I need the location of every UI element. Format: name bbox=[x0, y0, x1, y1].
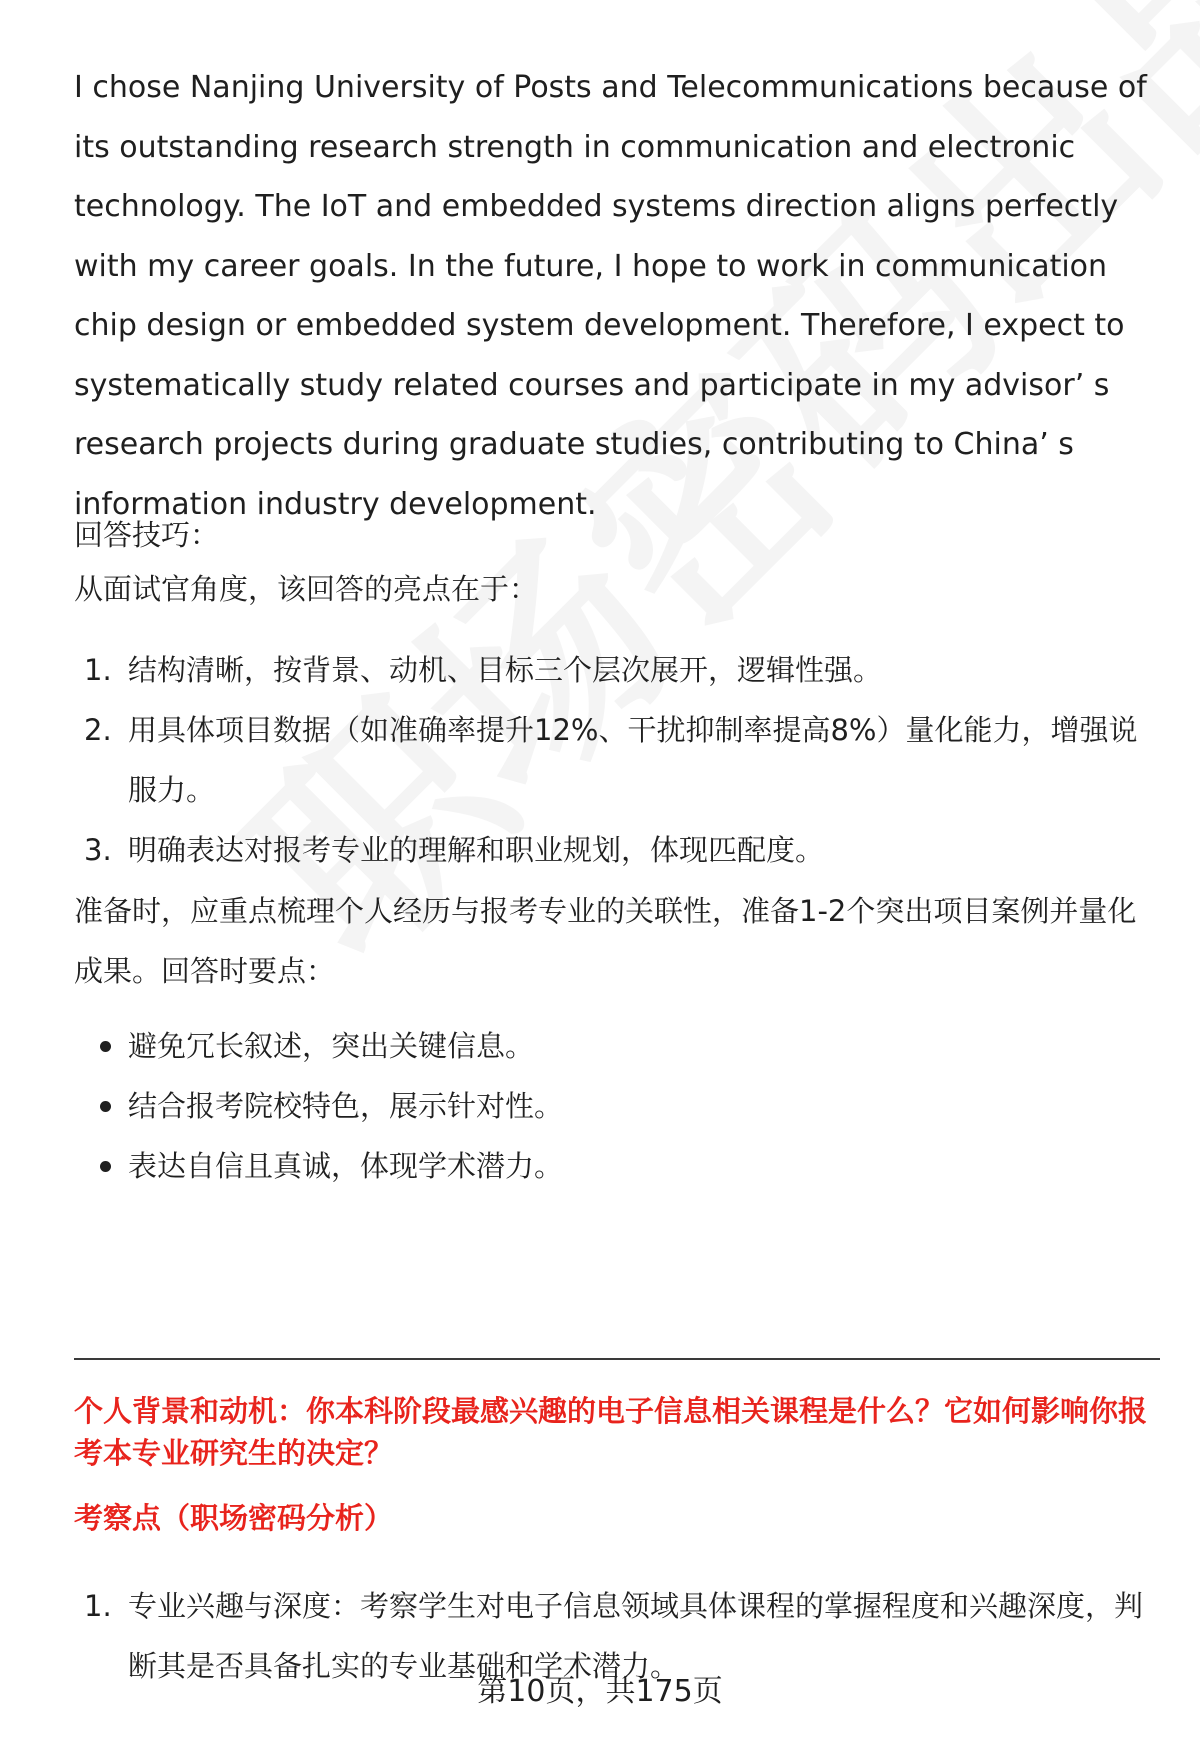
tips-label: 回答技巧： bbox=[74, 518, 220, 552]
list-item-text: 用具体项目数据（如准确率提升12%、干扰抑制率提高8%）量化能力，增强说服力。 bbox=[128, 713, 1138, 807]
prep-paragraph: 准备时，应重点梳理个人经历与报考专业的关联性，准备1-2个突出项目案例并量化成果。回答时要点： bbox=[74, 894, 1137, 988]
list-item bbox=[74, 640, 1164, 700]
list-item bbox=[74, 820, 1164, 880]
list-number: 1. bbox=[84, 653, 112, 687]
list-number: 3. bbox=[84, 833, 112, 867]
bullet-icon bbox=[100, 1161, 111, 1172]
list-item-text: 避免冗长叙述，突出关键信息。 bbox=[128, 1029, 535, 1063]
bullet-icon bbox=[100, 1101, 111, 1112]
list-item bbox=[74, 700, 1164, 820]
highlights-list bbox=[74, 640, 1164, 880]
key-points-list bbox=[74, 1016, 1164, 1196]
list-item-text: 明确表达对报考专业的理解和职业规划，体现匹配度。 bbox=[128, 833, 825, 867]
bullet-icon bbox=[100, 1041, 111, 1052]
tips-intro: 从面试官角度，该回答的亮点在于： bbox=[74, 572, 539, 606]
section-divider bbox=[74, 1358, 1160, 1360]
question-title: 个人背景和动机：你本科阶段最感兴趣的电子信息相关课程是什么？它如何影响你报考本专业研究生的决定？ bbox=[74, 1394, 1148, 1470]
page-footer: 第10页，共175页 bbox=[477, 1674, 723, 1709]
english-answer-paragraph: I chose Nanjing University of Posts and Telecommunications because of its outstanding research strength in communication and electronic technology. The IoT and embedded systems direction aligns perfectly with my career goals. In the future, I hope to work in communication chip design or embedded system development. Therefore, I expect to systematically study related courses and participate in my advisor’ s research projects during graduate studies, contributing to China’ s information industry development. bbox=[74, 70, 1147, 522]
list-item bbox=[74, 1076, 1164, 1136]
list-item-text: 结构清晰，按背景、动机、目标三个层次展开，逻辑性强。 bbox=[128, 653, 883, 687]
list-number: 2. bbox=[84, 713, 112, 747]
list-item bbox=[74, 1016, 1164, 1076]
list-item bbox=[74, 1136, 1164, 1196]
list-item-text: 表达自信且真诚，体现学术潜力。 bbox=[128, 1149, 564, 1183]
list-item-text: 专业兴趣与深度：考察学生对电子信息领域具体课程的掌握程度和兴趣深度，判断其是否具备扎实的专业基础和学术潜力。 bbox=[128, 1589, 1144, 1683]
list-item-text: 结合报考院校特色，展示针对性。 bbox=[128, 1089, 564, 1123]
list-number: 1. bbox=[84, 1589, 112, 1623]
assessment-title: 考察点（职场密码分析） bbox=[74, 1501, 394, 1535]
